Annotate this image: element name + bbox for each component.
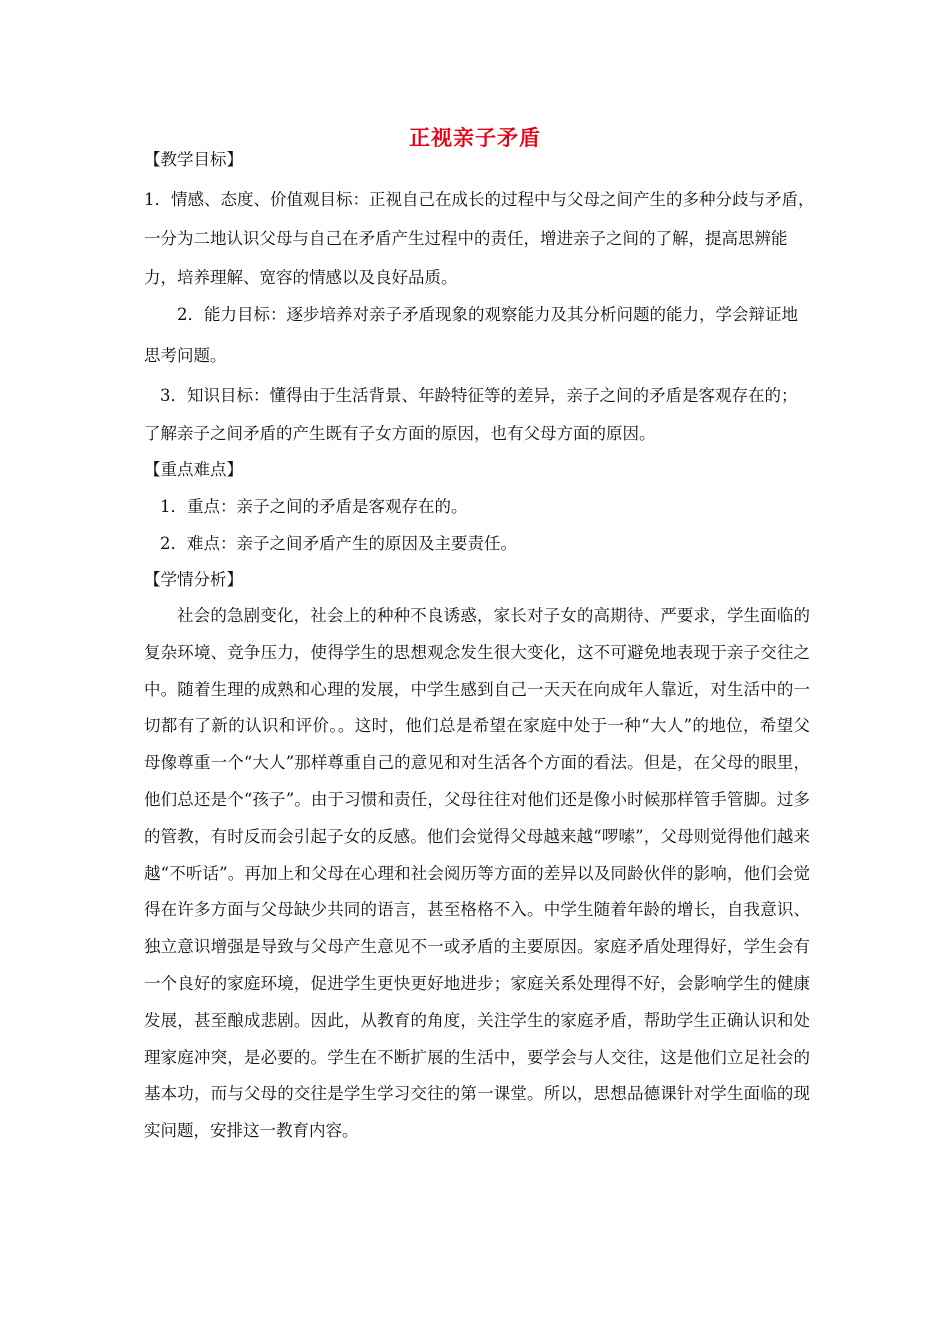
keypoint-1: 1．重点：亲子之间的矛盾是客观存在的。 (160, 497, 468, 516)
objective-1-line-3: 力，培养理解、宽容的情感以及良好品质。 (144, 268, 458, 287)
objective-2-line-2: 思考问题。 (144, 346, 227, 365)
section-heading-analysis: 【学情分析】 (144, 570, 243, 589)
objective-1-line-2: 一分为二地认识父母与自己在矛盾产生过程中的责任，增进亲子之间的了解，提高思辨能 (144, 229, 788, 248)
objective-2-line-1: 2．能力目标：逐步培养对亲子矛盾现象的观察能力及其分析问题的能力，学会辩证地 (177, 305, 798, 324)
analysis-paragraph: 社会的急剧变化，社会上的种种不良诱惑，家长对子女的高期待、严要求，学生面临的复杂环境、竞争压力，使得学生的思想观念发生很大变化，这不可避免地表现于亲子交往之中。随着生理的成熟和心理的发展，中学生感到自己一天天在向成年人靠近，对生活中的一切都有了新的认识和评价。。这时，他们总是希望在家庭中处于一种“大人”的地位，希望父母像尊重一个“大人”那样尊重自己的意见和对生活各个方面的看法。但是，在父母的眼里，他们总还是个“孩子”。由于习惯和责任，父母往往对他们还是像小时候那样管手管脚。过多的管教，有时反而会引起子女的反感。他们会觉得父母越来越“啰嗦”，父母则觉得他们越来越“不听话”。再加上和父母在心理和社会阅历等方面的差异以及同龄伙伴的影响，他们会觉得在许多方面与父母缺少共同的语言，甚至格格不入。中学生随着年龄的增长，自我意识、独立意识增强是导致与父母产生意见不一或矛盾的主要原因。家庭矛盾处理得好，学生会有一个良好的家庭环境，促进学生更快更好地进步；家庭关系处理得不好，会影响学生的健康发展，甚至酿成悲剧。因此，从教育的角度，关注学生的家庭矛盾，帮助学生正确认识和处理家庭冲突，是必要的。学生在不断扩展的生活中，要学会与人交往，这是他们立足社会的基本功，而与父母的交往是学生学习交往的第一课堂。所以，思想品德课针对学生面临的现实问题，安排这一教育内容。 (144, 606, 810, 1141)
keypoint-2: 2．难点：亲子之间矛盾产生的原因及主要责任。 (160, 534, 517, 553)
objective-1-line-1: 1．情感、态度、价值观目标：正视自己在成长的过程中与父母之间产生的多种分歧与矛盾， (144, 190, 815, 209)
section-heading-objectives: 【教学目标】 (144, 150, 243, 169)
objective-3-line-2: 了解亲子之间矛盾的产生既有子女方面的原因，也有父母方面的原因。 (144, 424, 656, 443)
objective-3-line-1: 3．知识目标：懂得由于生活背景、年龄特征等的差异，亲子之间的矛盾是客观存在的； (160, 386, 798, 405)
page-title: 正视亲子矛盾 (409, 125, 541, 150)
section-heading-keypoints: 【重点难点】 (144, 460, 243, 479)
